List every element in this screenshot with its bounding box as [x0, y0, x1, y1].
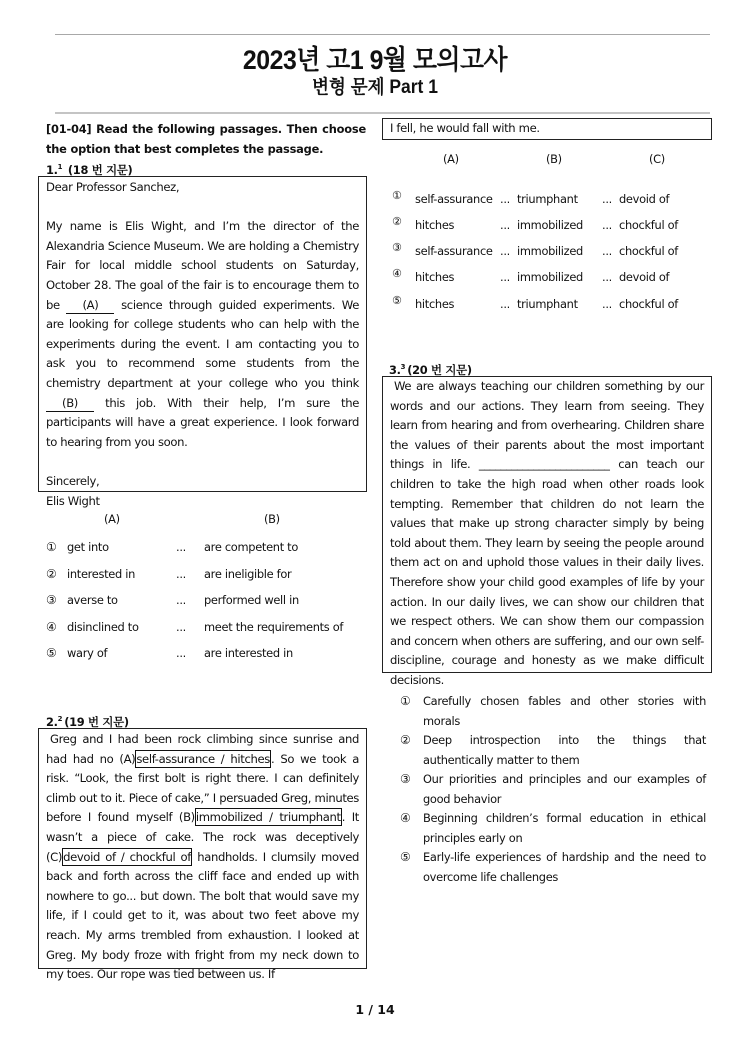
option-b-text: performed well in [204, 593, 299, 607]
option-2[interactable] [46, 564, 366, 584]
option-number: ③ [392, 241, 402, 254]
page-title: 2023년 고1 9월 모의고사 [242, 45, 508, 75]
footnote-marker: 3 [400, 363, 406, 371]
option-b-text: meet the requirements of [204, 620, 344, 634]
footnote-marker: 1 [57, 163, 63, 171]
ellipsis: ... [602, 218, 612, 232]
column-header-c: (C) [649, 152, 665, 166]
option-1[interactable] [400, 692, 706, 731]
option-text: Beginning children’s formal education in ethical principles early on [423, 811, 706, 845]
option-number: ④ [400, 811, 411, 825]
option-text: Carefully chosen fables and other stories with morals [423, 694, 706, 728]
question-number: 1. [46, 163, 58, 177]
page-indicator: 1 / 14 [355, 1002, 395, 1017]
question-source: (19 번 지문) [64, 715, 129, 729]
option-3[interactable] [390, 241, 710, 261]
passage-3-text-1: We are always teaching our children something by our words and our actions. They learn from seeing. They learn from hearing and from overhearing. Children share the values of their parents about the most important things in life. [390, 379, 704, 472]
option-a-text: interested in [67, 567, 136, 581]
option-c-text: devoid of [619, 270, 670, 284]
question-number: 3. [389, 363, 401, 377]
option-a-text: hitches [415, 218, 455, 232]
ellipsis: ... [500, 297, 510, 311]
passage-2-text-2: . So we took a risk. “Look, the first bolt is right there. I can definitely climb out to it. Piece of cake,” I persuaded Greg, minutes before I found myself (B) [46, 751, 359, 825]
option-a-text: self-assurance [415, 244, 493, 258]
ellipsis: ... [602, 297, 612, 311]
option-number: ② [46, 567, 57, 581]
passage-3-text-2: can teach our children to take the high road when other roads look tempting. Remember that children do not learn the values that make up strong character simply by being told about them. They learn by seeing the people around them act on and uphold those values in their daily lives. Therefore show your child good examples of life by your action. In our daily lives, we can show our children that we respect others. We can show them our compassion and concern when others are suffering, and our own self-discipline, courage and honesty as we make difficult decisions. [390, 457, 704, 687]
column-header-b: (B) [546, 152, 562, 166]
passage-1-text-1: My name is Elis Wight, and I’m the director of the Alexandria Science Museum. We are holding a Chemistry Fair for local middle school students on Saturday, October 28. The goal of the fair is to encourage them to be [46, 219, 359, 312]
option-b-text: immobilized [517, 270, 583, 284]
passage-3-body [390, 377, 704, 691]
option-5[interactable] [400, 848, 706, 887]
ellipsis: ... [176, 620, 186, 634]
option-3[interactable] [46, 590, 366, 610]
option-a-text: get into [67, 540, 109, 554]
blank-main: ________________________ [478, 457, 610, 472]
question-3-options [400, 692, 706, 887]
ellipsis: ... [500, 192, 510, 206]
option-2[interactable] [390, 215, 710, 235]
question-1-options [46, 512, 366, 672]
option-number: ③ [400, 772, 411, 786]
option-a-text: hitches [415, 297, 455, 311]
question-source: (20 번 지문) [407, 363, 472, 377]
passage-3-box [382, 376, 712, 687]
blank-b: (B) [46, 396, 94, 412]
option-number: ③ [46, 593, 57, 607]
passage-2-text-4: handholds. I clumsily moved back and forth across the cliff face and ended up with nowhere to go... but down. The bolt that would save my life, if I could get to it, was about two feet above my reach. My arms trembled from exhaustion. I looked at Greg. My body froze with fright from my neck down to my toes. Our rope was tied between us. If [46, 849, 359, 982]
ellipsis: ... [500, 218, 510, 232]
option-number: ④ [392, 267, 402, 280]
column-header-b: (B) [264, 512, 280, 526]
ellipsis: ... [500, 244, 510, 258]
passage-2-text-3: . It wasn’t a piece of cake. The rock was deceptively (C) [46, 810, 359, 864]
passage-2-continuation-box [382, 118, 712, 140]
passage-2-box [38, 728, 367, 982]
column-header-a: (A) [443, 152, 459, 166]
ellipsis: ... [602, 192, 612, 206]
option-number: ① [400, 694, 411, 708]
page-subtitle: 변형 문제 Part 1 [312, 77, 438, 98]
header-bottom-rule [55, 112, 710, 114]
option-text: Our priorities and principles and our examples of good behavior [423, 772, 706, 806]
ellipsis: ... [176, 646, 186, 660]
choice-box-c: devoid of / chockful of [63, 849, 192, 864]
option-4[interactable] [400, 809, 706, 848]
option-b-text: are competent to [204, 540, 299, 554]
option-b-text: immobilized [517, 218, 583, 232]
choice-box-b: immobilized / triumphant [195, 810, 341, 825]
option-number: ⑤ [46, 646, 57, 660]
header-top-rule [55, 34, 710, 35]
column-header-a: (A) [104, 512, 120, 526]
option-1[interactable] [46, 537, 366, 557]
option-4[interactable] [390, 267, 710, 287]
option-c-text: chockful of [619, 297, 679, 311]
passage-1-text-2: science through guided experiments. We are looking for college students who can help with the experiments during the event. I am contacting you to ask you to recommend some students from the chemistry department at your college who you think [46, 297, 359, 390]
option-a-text: averse to [67, 593, 118, 607]
option-c-text: devoid of [619, 192, 670, 206]
letter-signature: Elis Wight [46, 493, 100, 508]
ellipsis: ... [500, 270, 510, 284]
option-5[interactable] [390, 294, 710, 314]
question-number: 2. [46, 715, 58, 729]
ellipsis: ... [176, 567, 186, 581]
question-source: (18 번 지문) [67, 163, 133, 177]
ellipsis: ... [602, 270, 612, 284]
option-2[interactable] [400, 731, 706, 770]
option-3[interactable] [400, 770, 706, 809]
option-1[interactable] [390, 189, 710, 209]
passage-2-text-1: Greg and I had been rock climbing since sunrise and had had no (A) [46, 732, 359, 766]
ellipsis: ... [176, 540, 186, 554]
ellipsis: ... [176, 593, 186, 607]
option-number: ① [392, 189, 402, 202]
option-a-text: hitches [415, 270, 455, 284]
passage-1-text-3: this job. With their help, I’m sure the participants will have a great experience. I look forward to hearing from you soon. [46, 395, 359, 449]
option-b-text: triumphant [517, 192, 578, 206]
letter-greeting: Dear Professor Sanchez, [46, 180, 180, 194]
option-4[interactable] [46, 617, 366, 637]
option-number: ② [392, 215, 402, 228]
passage-2-continuation: I fell, he would fall with me. [390, 121, 540, 135]
footnote-marker: 2 [57, 715, 63, 723]
option-number: ⑤ [392, 294, 402, 307]
option-a-text: wary of [67, 646, 108, 660]
letter-closing: Sincerely, [46, 473, 100, 488]
passage-1-body [46, 217, 359, 452]
option-c-text: chockful of [619, 244, 679, 258]
question-2-options [390, 152, 710, 317]
option-number: ① [46, 540, 57, 554]
option-text: Deep introspection into the things that authentically matter to them [423, 733, 706, 767]
option-number: ⑤ [400, 850, 411, 864]
option-a-text: self-assurance [415, 192, 493, 206]
instructions: [01-04] Read the following passages. Then choose the option that best completes the passage. [46, 122, 366, 156]
choice-box-a: self-assurance / hitches [136, 751, 270, 766]
option-b-text: are interested in [204, 646, 293, 660]
option-5[interactable] [46, 643, 366, 663]
passage-1-box [38, 176, 367, 508]
option-number: ④ [46, 620, 57, 634]
option-a-text: disinclined to [67, 620, 139, 634]
option-b-text: immobilized [517, 244, 583, 258]
passage-2-body [46, 730, 359, 985]
option-text: Early-life experiences of hardship and the need to overcome life challenges [423, 850, 706, 884]
option-c-text: chockful of [619, 218, 679, 232]
option-number: ② [400, 733, 411, 747]
blank-a: (A) [66, 298, 114, 314]
option-b-text: triumphant [517, 297, 578, 311]
option-b-text: are ineligible for [204, 567, 292, 581]
ellipsis: ... [602, 244, 612, 258]
